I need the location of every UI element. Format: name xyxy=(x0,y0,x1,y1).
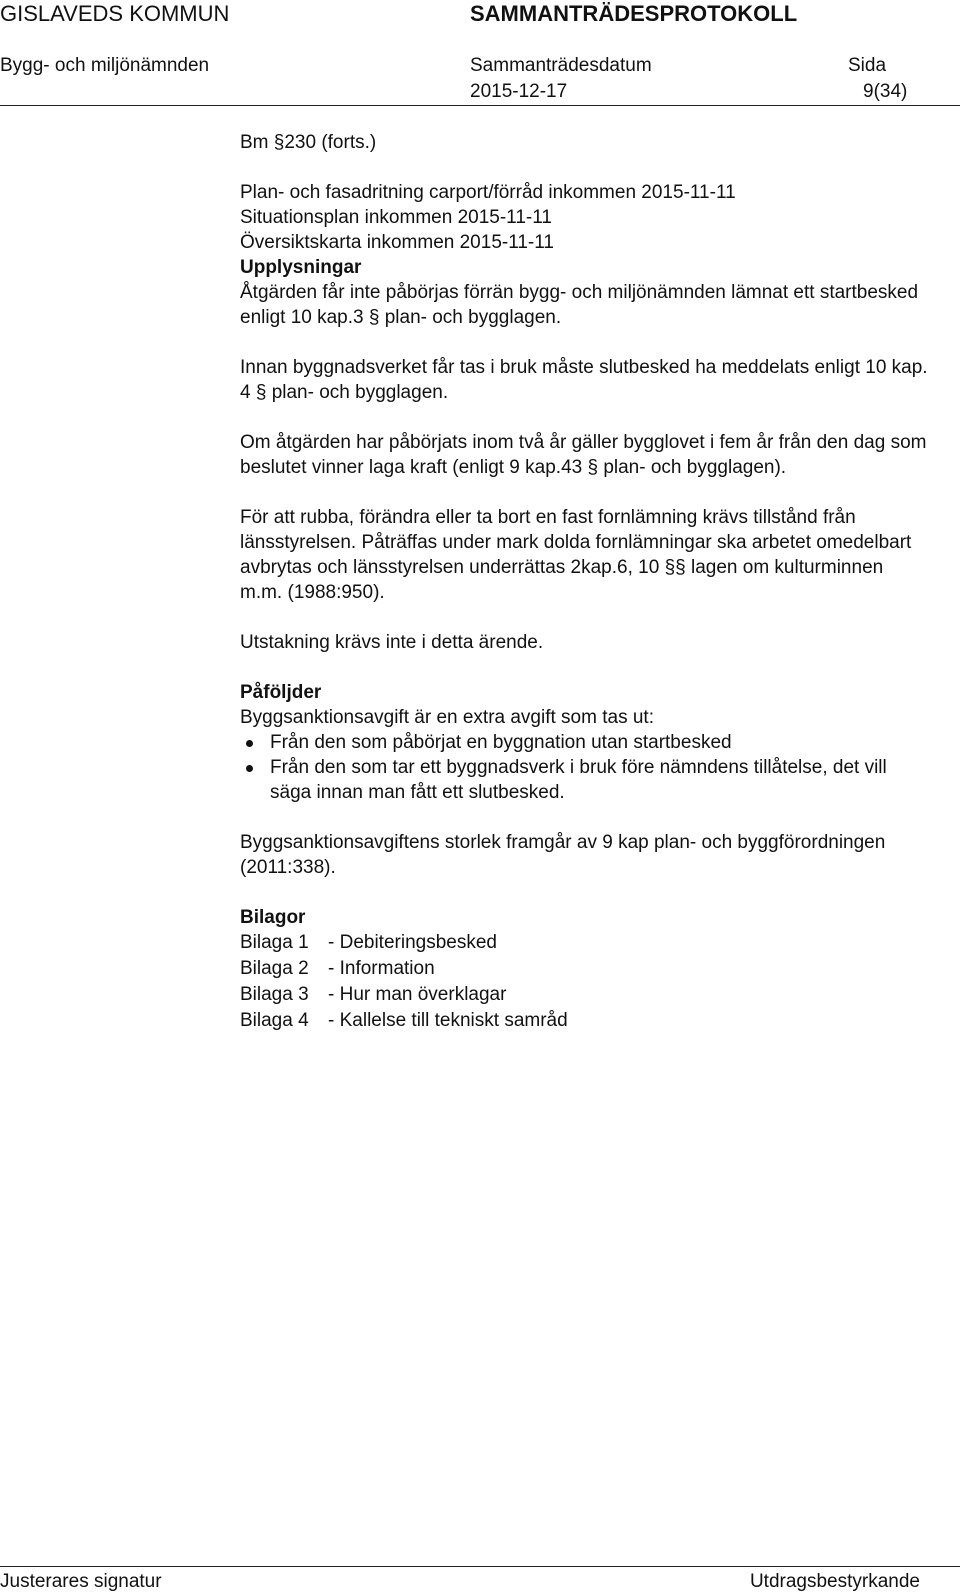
upplysning-paragraph: För att rubba, förändra eller ta bort en fast fornlämning krävs tillstånd från länsstyrelsen. Påträffas under mark dolda fornlämningar ska arbetet omedelbart avbrytas och länsstyrelsen underrättas 2kap.6, 10 §§ lagen om kulturminnen m.m. (1988:950). xyxy=(240,507,912,603)
paföljder-heading: Påföljder xyxy=(240,682,322,703)
upplysning-paragraph: Åtgärden får inte påbörjas förrän bygg- och miljönämnden lämnat ett startbesked enligt 10 kap.3 § plan- och bygglagen. xyxy=(240,282,919,328)
upplysning-paragraph: Innan byggnadsverket får tas i bruk måste slutbesked ha meddelats enligt 10 kap. 4 § plan- och bygglagen. xyxy=(240,357,928,403)
bilagor-heading: Bilagor xyxy=(240,907,306,928)
section-reference: Bm §230 (forts.) xyxy=(240,132,377,153)
date-label: Sammanträdesdatum xyxy=(470,55,652,76)
upplysningar-heading: Upplysningar xyxy=(240,257,362,278)
paföljder-intro: Byggsanktionsavgift är en extra avgift som tas ut: xyxy=(240,707,654,728)
document-item: Plan- och fasadritning carport/förråd inkommen 2015-11-11 xyxy=(240,182,736,203)
list-item: Från den som påbörjat en byggnation utan startbesked xyxy=(240,730,930,755)
document-body xyxy=(240,130,930,1034)
bilaga-text: - Debiteringsbesked xyxy=(328,932,497,953)
table-row xyxy=(240,930,568,956)
table-row xyxy=(240,956,568,982)
bilaga-text: - Hur man överklagar xyxy=(328,984,507,1005)
table-row xyxy=(240,1008,568,1034)
paföljder-list xyxy=(240,730,930,805)
page-label: Sida xyxy=(848,55,887,76)
protocol-title: SAMMANTRÄDESPROTOKOLL xyxy=(470,1,798,26)
page-number: 9(34) xyxy=(863,81,908,102)
footer-certification-label: Utdragsbestyrkande xyxy=(749,1571,920,1592)
page-header xyxy=(0,0,960,106)
list-item: Från den som tar ett byggnadsverk i bruk före nämndens tillåtelse, det vill säga innan man fått ett slutbesked. xyxy=(240,755,930,805)
bilaga-label: Bilaga 3 xyxy=(240,984,309,1005)
table-row xyxy=(240,982,568,1008)
paföljder-note: Byggsanktionsavgiftens storlek framgår av 9 kap plan- och byggförordningen (2011:338). xyxy=(240,832,886,878)
document-item: Översiktskarta inkommen 2015-11-11 xyxy=(240,232,554,253)
bilaga-text: - Kallelse till tekniskt samråd xyxy=(328,1010,568,1031)
bilaga-label: Bilaga 2 xyxy=(240,958,309,979)
document-item: Situationsplan inkommen 2015-11-11 xyxy=(240,207,552,228)
meeting-date: 2015-12-17 xyxy=(470,81,568,102)
footer-signature-label: Justerares signatur xyxy=(0,1571,162,1592)
department-name: Bygg- och miljönämnden xyxy=(0,55,210,76)
footer-divider xyxy=(0,1566,960,1567)
upplysning-paragraph: Utstakning krävs inte i detta ärende. xyxy=(240,632,544,653)
bilaga-label: Bilaga 4 xyxy=(240,1010,309,1031)
upplysning-paragraph: Om åtgärden har påbörjats inom två år gäller bygglovet i fem år från den dag som beslutet vinner laga kraft (enligt 9 kap.43 § plan- och bygglagen). xyxy=(240,432,927,478)
header-divider xyxy=(0,105,960,106)
organization-name: GISLAVEDS KOMMUN xyxy=(0,1,230,26)
bilaga-text: - Information xyxy=(328,958,435,979)
bilaga-label: Bilaga 1 xyxy=(240,932,309,953)
bilagor-table xyxy=(240,930,568,1034)
